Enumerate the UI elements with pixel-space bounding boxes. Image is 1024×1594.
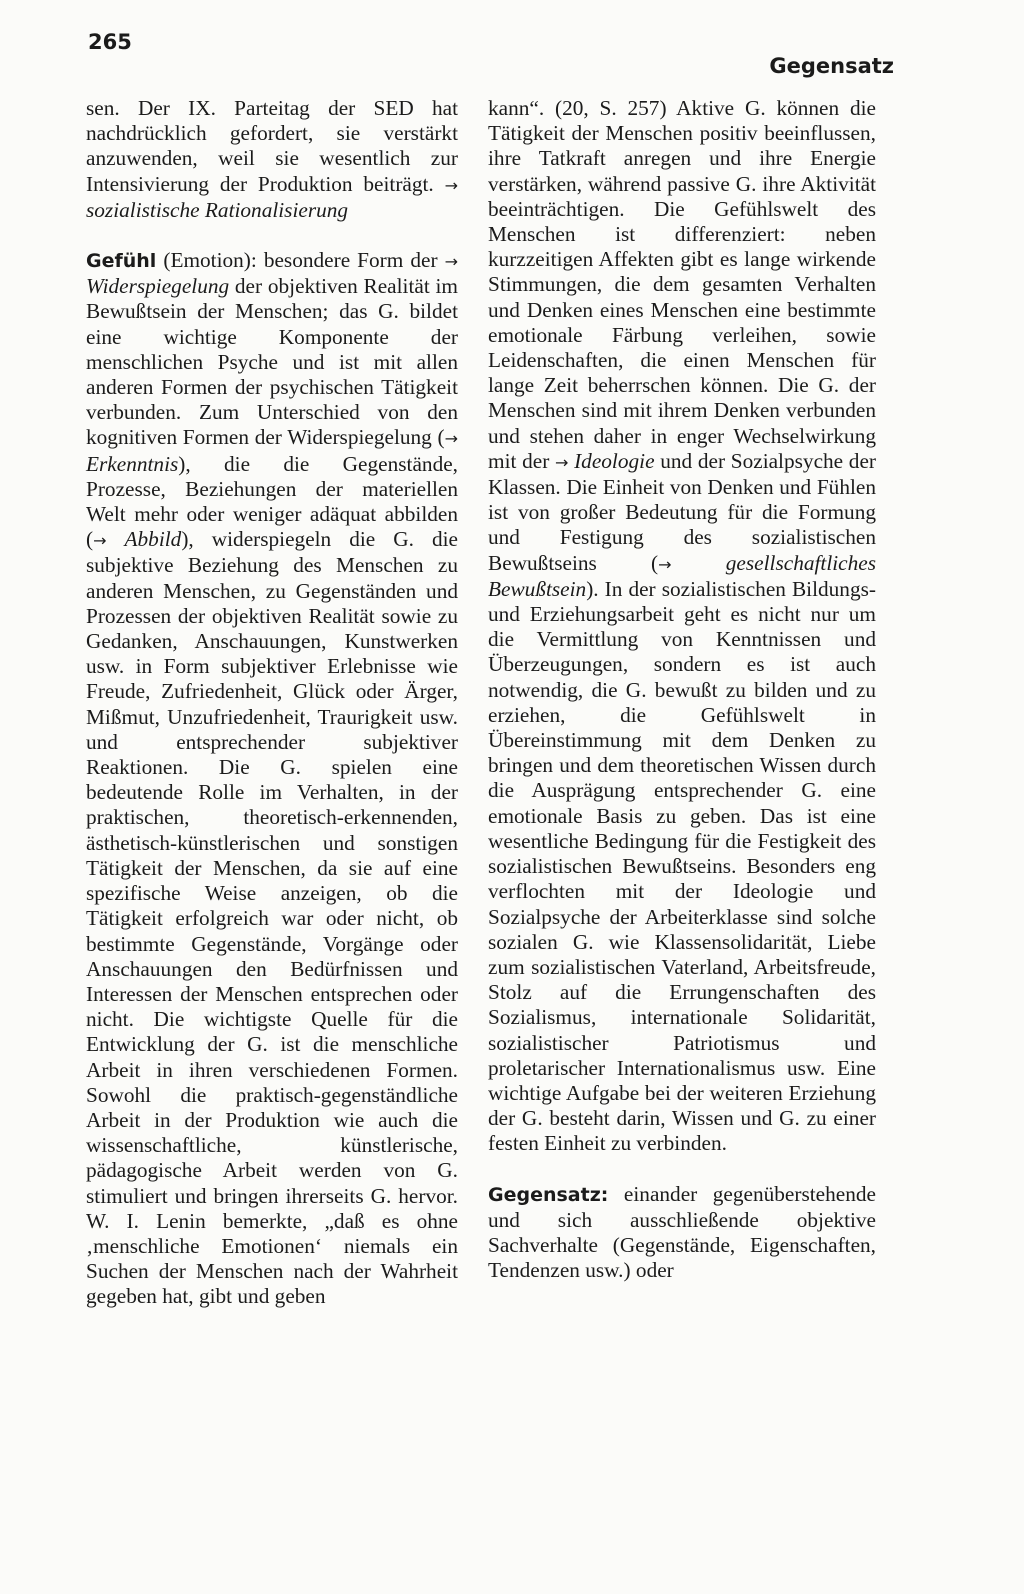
cross-reference-arrow-icon: → <box>554 452 569 472</box>
cross-reference-arrow-icon: → <box>658 554 672 574</box>
entry-gefuehl-continued <box>488 96 876 1157</box>
cross-reference-arrow-icon: → <box>444 252 458 272</box>
entry-text: und der Sozialpsyche der Klassen. Die Einheit von Denken und Fühlen ist von großer Bedeutung für die Formung und Festigung des sozialistischen Bewußtseins ( <box>488 448 877 575</box>
cross-reference-link[interactable]: Widerspiegelung <box>86 274 230 299</box>
entry-text: ), die die Gegenstände, Prozesse, Beziehungen der materiellen Welt mehr oder weniger adäquat abbilden ( <box>86 451 458 552</box>
cross-reference-arrow-icon: → <box>444 429 458 449</box>
continuation-paragraph <box>86 96 458 223</box>
entry-text: ), widerspiegeln die G. die subjektive Beziehung des Menschen zu anderen Menschen, zu Gegenständen und Prozessen der objektiven Realität sowie zu Gedanken, Anschauungen, Kunstwerken usw. in Form subjektiver Erlebnisse wie Freude, Zufriedenheit, Glück oder Ärger, Mißmut, Unzufriedenheit, Traurigkeit usw. und entsprechender subjektiver Reaktionen. Die G. spielen eine bedeutende Rolle im Verhalten, in der praktischen, theoretisch-erkennenden, ästhetisch-künstlerischen und sonstigen Tätigkeit der Menschen, da sie auf eine spezifische Weise anzeigen, ob die Tätigkeit erfolgreich war oder nicht, ob bestimmte Gegenstände, Vorgänge oder Anschauungen den Bedürfnissen und Interessen der Menschen entsprechen oder nicht. Die wichtigste Quelle für die Entwicklung der G. ist die menschliche Arbeit in ihren verschiedenen Formen. Sowohl die praktisch-gegenständliche Arbeit in der Produktion wie auch die wissenschaftliche, künstlerische, pädagogische Arbeit werden von G. stimuliert und bringen ihrerseits G. hervor. W. I. Lenin bemerkte, „daß es ohne ‚menschliche Emotionen‘ niemals ein Suchen der Menschen nach der Wahrheit gegeben hat, gibt und geben <box>86 527 458 1309</box>
continuation-text: sen. Der IX. Parteitag der SED hat nachdrücklich gefordert, sie verstärkt anzuwenden, weil sie wesentlich zur Intensivierung der Produktion beiträgt. <box>86 96 458 196</box>
right-column <box>488 96 876 1283</box>
page-number: 265 <box>88 30 132 54</box>
running-head: Gegensatz <box>769 54 894 78</box>
cross-reference-arrow-icon: → <box>93 531 107 551</box>
cross-reference-link[interactable]: gesellschaftliches Bewußtsein <box>488 550 877 601</box>
entry-text: der objektiven Realität im Bewußtsein der Menschen; das G. bildet eine wichtige Komponente der menschlichen Psyche und ist mit allen anderen Formen der psychischen Tätigkeit verbunden. Zum Unterschied von den kognitiven Formen der Widerspiegelung ( <box>86 274 458 450</box>
cross-reference-link[interactable]: sozialistische Rationalisierung <box>86 197 349 222</box>
entry-text: einander gegenüberstehende und sich ausschließende objektive Sachverhalte (Gegenstände, Eigenschaften, Tendenzen usw.) oder <box>488 1181 876 1283</box>
entry-lemma: Gefühl <box>86 250 157 273</box>
cross-reference-link[interactable]: Erkenntnis <box>86 451 179 476</box>
entry-text: ). In der sozialistischen Bildungs- und Erziehungsarbeit geht es nicht nur um die Vermittlung von Kenntnissen und Überzeugungen, sondern es ist auch notwendig, die G. bewußt zu bilden und zu erziehen, die Gefühlswelt in Übereinstimmung mit dem Denken zu bringen und dem theoretischen Wissen durch die Ausprägung entsprechender G. eine emotionale Basis zu geben. Das ist eine wesentliche Bedingung für die Festigkeit des sozialistischen Bewußtseins. Besonders eng verflochten mit der Ideologie und Sozialpsyche der Arbeiterklasse sind solche sozialen G. wie Klassensolidarität, Liebe zum sozialistischen Vaterland, Arbeitsfreude, Stolz auf die Errungenschaften des Sozialismus, internationale Solidarität, sozialistischer Patriotismus und proletarischer Internationalismus usw. Eine wichtige Aufgabe bei der weiteren Erziehung der G. besteht darin, Wissen und G. zu einer festen Einheit zu verbinden. <box>488 576 876 1156</box>
cross-reference-link[interactable]: Ideologie <box>574 448 655 473</box>
cross-reference-link[interactable]: Abbild <box>124 527 182 552</box>
entry-lemma: Gegensatz: <box>488 1183 609 1206</box>
entry-gegensatz <box>488 1182 876 1284</box>
left-column <box>86 96 458 1310</box>
entry-text: kann“. (20, S. 257) Aktive G. können die Tätigkeit der Menschen positiv beeinflussen, ihre Tatkraft anregen und ihre Energie verstärken, während passive G. ihre Aktivität beeinträchtigen. Die Gefühlswelt des Menschen ist differenziert: neben kurzzeitigen Affekten gibt es lange wirkende Stimmungen, die dem gesamten Verhalten und Denken eines Menschen eine bestimmte emotionale Färbung verleihen, sowie Leidenschaften, die einen Menschen für lange Zeit beherrschen können. Die G. der Menschen sind mit ihrem Denken verbunden und stehen daher in enger Wechselwirkung mit der <box>488 96 876 473</box>
entry-gefuehl <box>86 248 458 1310</box>
entry-text: (Emotion): besondere Form der <box>156 248 445 273</box>
cross-reference-arrow-icon: → <box>444 175 458 195</box>
